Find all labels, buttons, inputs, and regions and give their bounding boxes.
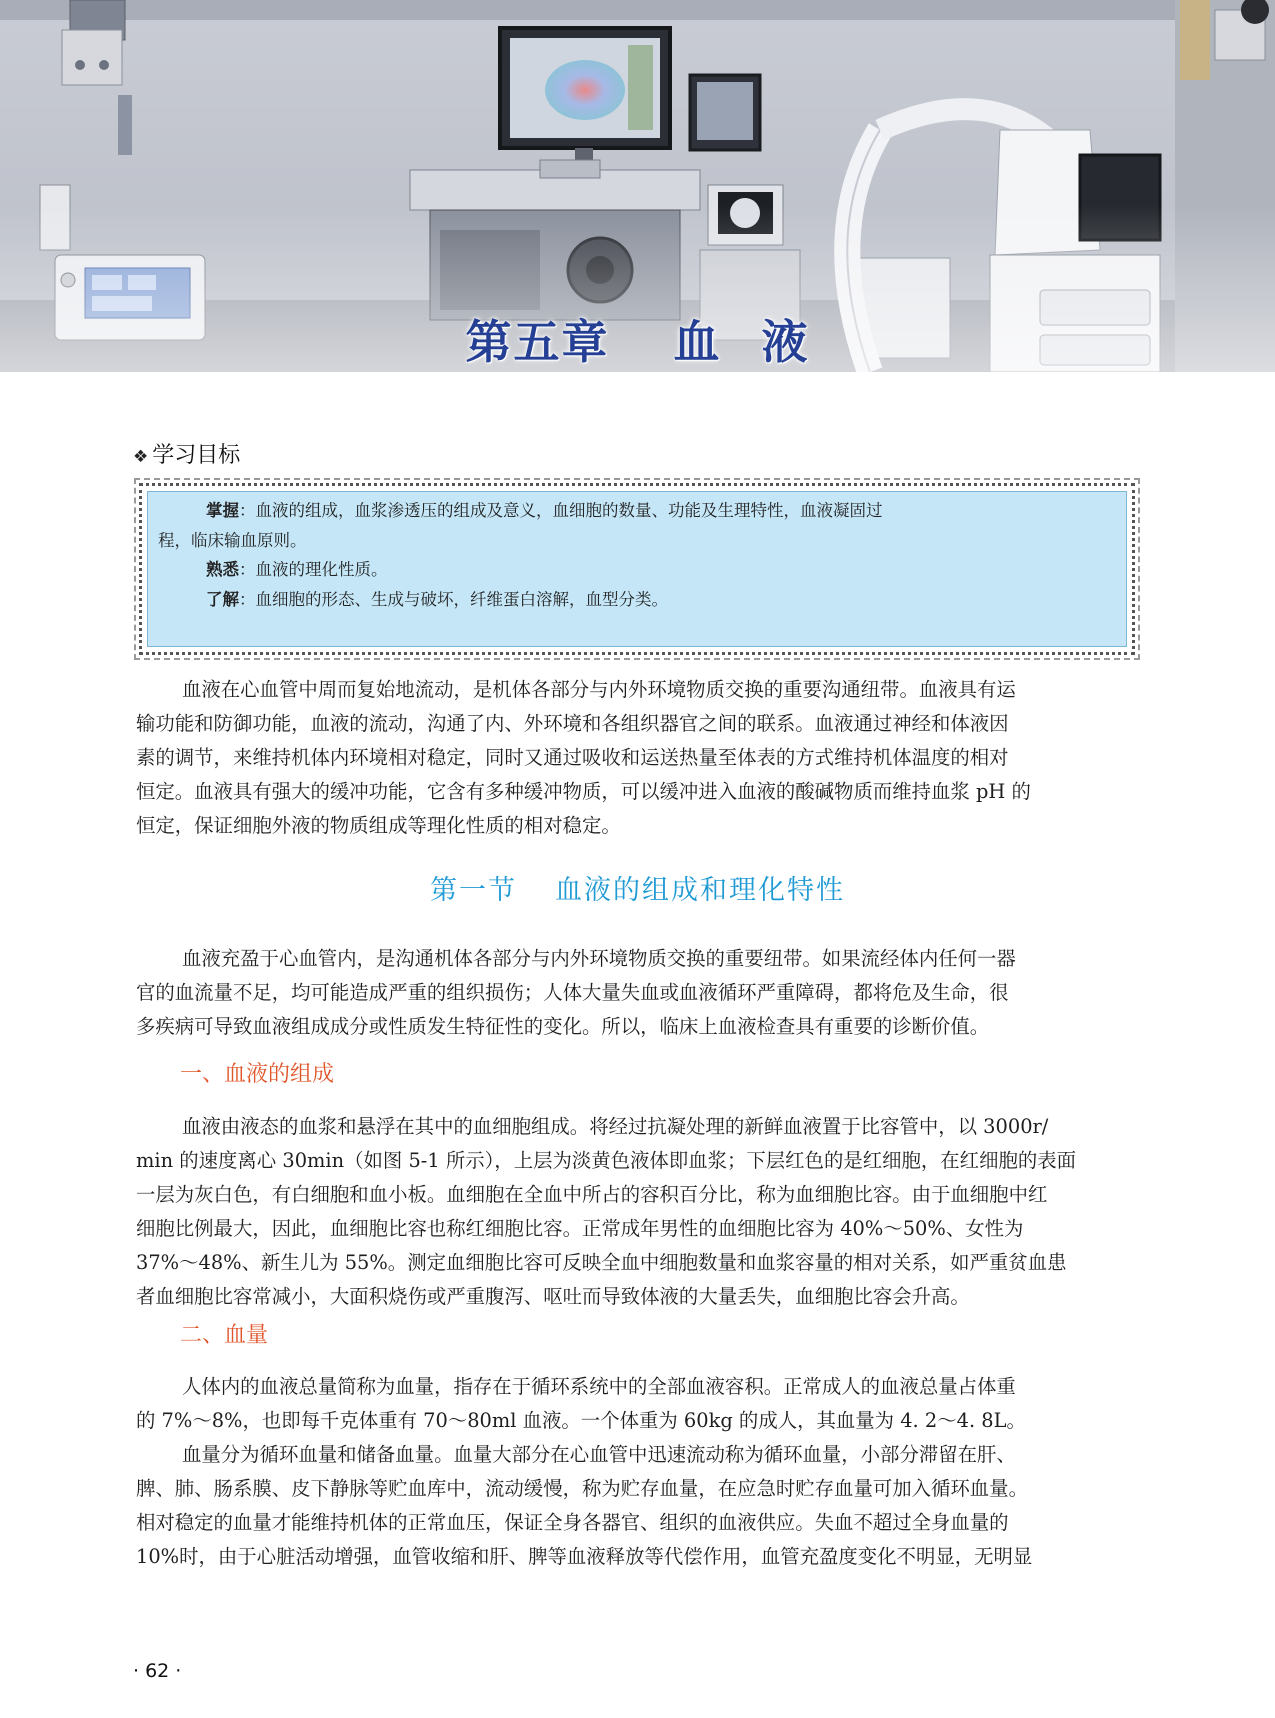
intro-line: 恒定，保证细胞外液的物质组成等理化性质的相对稳定。: [136, 814, 621, 837]
objective-master: [158, 496, 1114, 526]
objective-understand: [158, 585, 1114, 615]
objective-master-cont: 程，临床输血原则。: [158, 530, 307, 550]
objective-master-text: ：血液的组成，血浆渗透压的组成及意义，血细胞的数量、功能及生理特性，血液凝固过: [239, 501, 883, 520]
chapter-word-1: 血: [673, 315, 722, 369]
composition-line: 血液由液态的血浆和悬浮在其中的血细胞组成。将经过抗凝处理的新鲜血液置于比容管中，以 3000r/: [182, 1115, 1049, 1138]
volume-line: 相对稳定的血量才能维持机体的正常血压，保证全身各器官、组织的血液供应。失血不超过全身血量的: [136, 1511, 1009, 1534]
objective-familiar: [158, 555, 1114, 585]
objective-understand-label: 了解: [206, 589, 239, 609]
blood-volume-paragraph-1: [136, 1370, 1141, 1438]
objective-master-label: 掌握: [206, 501, 239, 520]
blood-volume-paragraph-2: [136, 1438, 1141, 1574]
intro-paragraph: [136, 673, 1141, 843]
chapter-title: [0, 306, 1275, 372]
composition-paragraph: [136, 1110, 1141, 1314]
volume-line: 10%时，由于心脏活动增强，血管收缩和肝、脾等血液释放等代偿作用，血管充盈度变化不明显，无明显: [136, 1545, 1033, 1568]
section-title: [0, 868, 1275, 907]
section-number: 第一节: [430, 875, 517, 906]
objectives-heading-text: 学习目标: [152, 443, 241, 468]
objective-familiar-label: 熟悉: [206, 560, 239, 579]
composition-line: 一层为灰白色，有白细胞和血小板。血细胞在全血中所占的容积百分比，称为血细胞比容。由于血细胞中红: [136, 1183, 1048, 1206]
intro-line: 恒定。血液具有强大的缓冲功能，它含有多种缓冲物质，可以缓冲进入血液的酸碱物质而维持血浆 pH 的: [136, 780, 1031, 803]
composition-line: 37%～48%、新生儿为 55%。测定血细胞比容可反映全血中细胞数量和血浆容量的相对关系，如严重贫血患: [136, 1251, 1067, 1274]
objectives-box: [147, 491, 1127, 647]
composition-line: 细胞比例最大，因此，血细胞比容也称红细胞比容。正常成年男性的血细胞比容为 40%～50%、女性为: [136, 1217, 1024, 1240]
volume-line: 的 7%～8%，也即每千克体重有 70～80ml 血液。一个体重为 60kg 的成人，其血量为 4. 2～4. 8L。: [136, 1409, 1026, 1432]
chapter-label: 第五章: [465, 315, 610, 369]
chapter-word-2: 液: [761, 315, 810, 369]
objective-understand-text: ：血细胞的形态、生成与破坏，纤维蛋白溶解，血型分类。: [239, 589, 668, 609]
page-number: · 62 ·: [133, 1660, 182, 1682]
section-title-text: 血液的组成和理化特性: [555, 875, 845, 906]
volume-line: 人体内的血液总量简称为血量，指存在于循环系统中的全部血液容积。正常成人的血液总量占体重: [182, 1375, 1016, 1398]
objectives-heading: [133, 438, 240, 469]
intro-line: 血液在心血管中周而复始地流动，是机体各部分与内外环境物质交换的重要沟通纽带。血液具有运: [182, 678, 1016, 701]
section-line: 多疾病可导致血液组成成分或性质发生特征性的变化。所以，临床上血液检查具有重要的诊断价值。: [136, 1015, 990, 1038]
composition-line: 者血细胞比容常减小，大面积烧伤或严重腹泻、呕吐而导致体液的大量丢失，血细胞比容会升高。: [136, 1285, 970, 1308]
composition-line: min 的速度离心 30min（如图 5-1 所示），上层为淡黄色液体即血浆；下层红色的是红细胞，在红细胞的表面: [136, 1149, 1077, 1172]
section-line: 血液充盈于心血管内，是沟通机体各部分与内外环境物质交换的重要纽带。如果流经体内任何一器: [182, 947, 1016, 970]
subsection-title-blood-volume: 二、血量: [180, 1323, 269, 1348]
subsection-title-composition: 一、血液的组成: [180, 1062, 335, 1087]
intro-line: 输功能和防御功能，血液的流动，沟通了内、外环境和各组织器官之间的联系。血液通过神经和体液因: [136, 712, 1009, 735]
volume-line: 脾、肺、肠系膜、皮下静脉等贮血库中，流动缓慢，称为贮存血量，在应急时贮存血量可加入循环血量。: [136, 1477, 1028, 1500]
objective-familiar-text: ：血液的理化性质。: [239, 560, 388, 579]
objectives-frame: [139, 483, 1135, 655]
diamond-bullet-icon: ❖: [133, 447, 149, 467]
chapter-banner: [0, 0, 1275, 372]
section-intro-paragraph: [136, 942, 1141, 1044]
volume-line: 血量分为循环血量和储备血量。血量大部分在心血管中迅速流动称为循环血量，小部分滞留在肝、: [182, 1443, 1016, 1466]
section-line: 官的血流量不足，均可能造成严重的组织损伤；人体大量失血或血液循环严重障碍，都将危及生命，很: [136, 981, 1009, 1004]
intro-line: 素的调节，来维持机体内环境相对稳定，同时又通过吸收和运送热量至体表的方式维持机体温度的相对: [136, 746, 1009, 769]
